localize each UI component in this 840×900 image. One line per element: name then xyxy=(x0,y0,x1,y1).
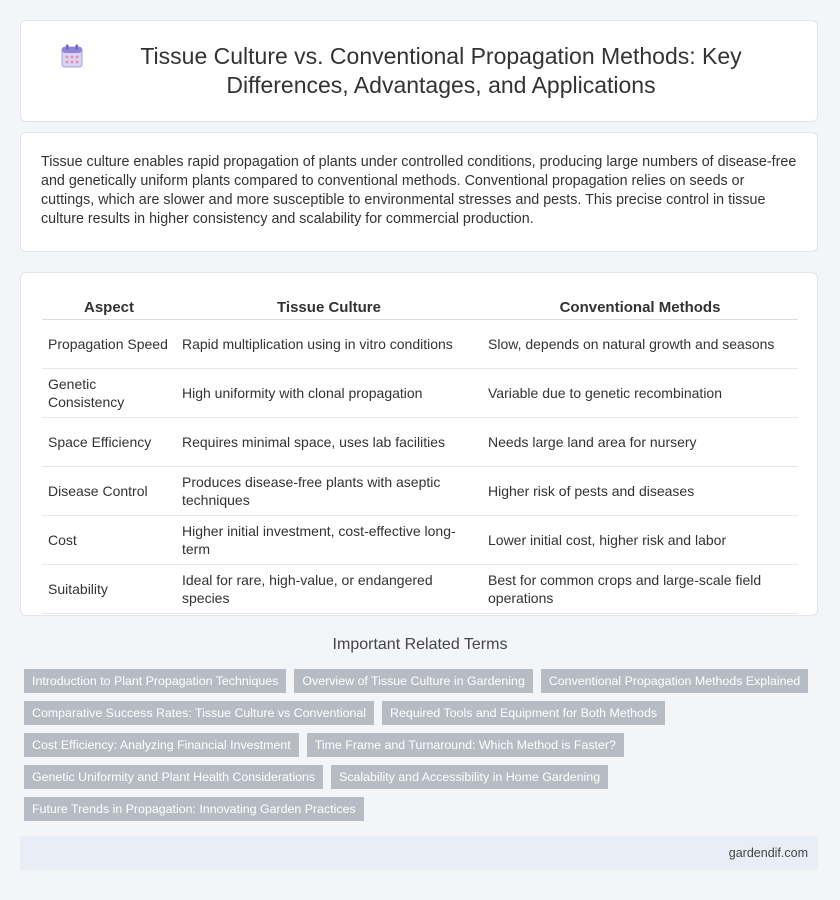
title-row xyxy=(21,21,817,121)
cell-aspect: Genetic Consistency xyxy=(42,369,176,418)
comparison-table xyxy=(42,296,798,614)
related-term-tag[interactable]: Comparative Success Rates: Tissue Culture vs Conventional xyxy=(24,701,374,725)
comparison-card xyxy=(20,272,818,616)
table-row xyxy=(42,320,798,369)
intro-card xyxy=(20,132,818,252)
related-term-tag[interactable]: Introduction to Plant Propagation Techniques xyxy=(24,669,286,693)
cell-aspect: Disease Control xyxy=(42,467,176,516)
related-term-tag[interactable]: Required Tools and Equipment for Both Methods xyxy=(382,701,665,725)
table-row xyxy=(42,516,798,565)
title-card xyxy=(20,20,818,122)
cell-conventional: Lower initial cost, higher risk and labor xyxy=(482,516,798,565)
footer xyxy=(20,836,818,870)
page-title: Tissue Culture vs. Conventional Propagation Methods: Key Differences, Advantages, and Applications xyxy=(140,43,742,98)
header-aspect: Aspect xyxy=(42,296,176,320)
related-term-tag[interactable]: Scalability and Accessibility in Home Gardening xyxy=(331,765,608,789)
intro-paragraph: Tissue culture enables rapid propagation of plants under controlled conditions, producing large numbers of disease-free and genetically uniform plants compared to conventional methods. Conventional propagation relies on seeds or cuttings, which are slower and more susceptible to environmental stresses and pests. This precise control in tissue culture results in higher consistency and scalability for commercial production. xyxy=(41,154,797,227)
cell-tissue-culture: Ideal for rare, high-value, or endangered species xyxy=(176,565,482,614)
cell-aspect: Suitability xyxy=(42,565,176,614)
cell-tissue-culture: Higher initial investment, cost-effective long-term xyxy=(176,516,482,565)
related-terms-heading: Important Related Terms xyxy=(332,636,508,653)
related-term-tag[interactable]: Genetic Uniformity and Plant Health Considerations xyxy=(24,765,323,789)
footer-site-link[interactable]: gardendif.com xyxy=(728,846,808,860)
related-term-tag[interactable]: Conventional Propagation Methods Explained xyxy=(541,669,808,693)
cell-tissue-culture: Rapid multiplication using in vitro conditions xyxy=(176,320,482,369)
cell-conventional: Variable due to genetic recombination xyxy=(482,369,798,418)
table-header-row xyxy=(42,296,798,320)
related-term-tag[interactable]: Cost Efficiency: Analyzing Financial Investment xyxy=(24,733,299,757)
cell-aspect: Cost xyxy=(42,516,176,565)
table-row xyxy=(42,467,798,516)
related-terms-list xyxy=(24,669,814,821)
table-row xyxy=(42,418,798,467)
table-row xyxy=(42,369,798,418)
related-term-tag[interactable]: Future Trends in Propagation: Innovating Garden Practices xyxy=(24,797,364,821)
cell-aspect: Space Efficiency xyxy=(42,418,176,467)
table-row xyxy=(42,565,798,614)
calendar-icon xyxy=(61,44,83,68)
related-term-tag[interactable]: Overview of Tissue Culture in Gardening xyxy=(294,669,532,693)
header-conventional: Conventional Methods xyxy=(482,296,798,320)
related-term-tag[interactable]: Time Frame and Turnaround: Which Method is Faster? xyxy=(307,733,624,757)
header-tissue-culture: Tissue Culture xyxy=(176,296,482,320)
cell-tissue-culture: Produces disease-free plants with aseptic techniques xyxy=(176,467,482,516)
cell-tissue-culture: High uniformity with clonal propagation xyxy=(176,369,482,418)
cell-conventional: Best for common crops and large-scale field operations xyxy=(482,565,798,614)
cell-conventional: Higher risk of pests and diseases xyxy=(482,467,798,516)
cell-aspect: Propagation Speed xyxy=(42,320,176,369)
cell-conventional: Needs large land area for nursery xyxy=(482,418,798,467)
cell-tissue-culture: Requires minimal space, uses lab facilities xyxy=(176,418,482,467)
cell-conventional: Slow, depends on natural growth and seasons xyxy=(482,320,798,369)
